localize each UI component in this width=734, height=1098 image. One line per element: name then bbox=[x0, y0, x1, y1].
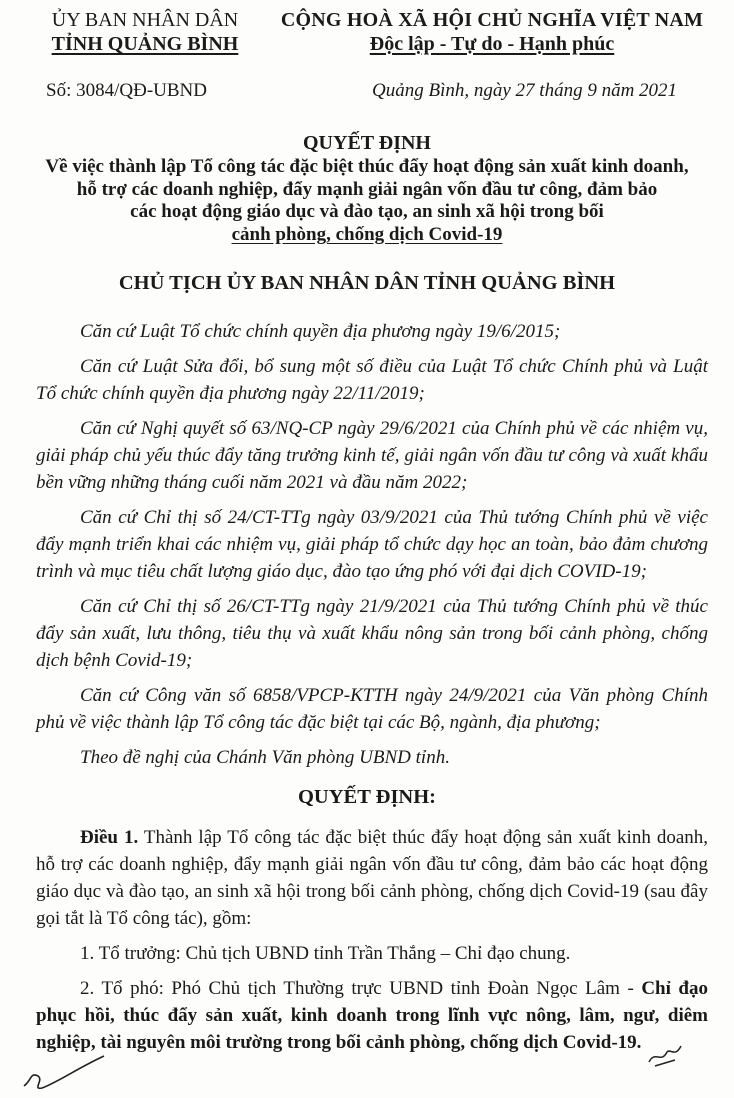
national-title bbox=[262, 8, 722, 56]
agency-line1: ỦY BAN NHÂN DÂN bbox=[51, 9, 239, 31]
basis-paragraph: Căn cứ Chỉ thị số 26/CT-TTg ngày 21/9/2021 của Thủ tướng Chính phủ về thúc đẩy sản xuất, lưu thông, tiêu thụ và xuất khẩu nông sản trong bối cảnh phòng, chống dịch bệnh Covid-19; bbox=[36, 596, 708, 671]
basis-paragraph: Theo đề nghị của Chánh Văn phòng UBND tỉnh. bbox=[80, 747, 450, 768]
basis-paragraph: Căn cứ Nghị quyết số 63/NQ-CP ngày 29/6/2021 của Chính phủ về các nhiệm vụ, giải pháp chủ yếu thúc đẩy tăng trưởng kinh tế, giải ngân vốn đầu tư công và xuất khẩu bền vững những tháng cuối năm 2021 và đầu năm 2022; bbox=[36, 418, 708, 493]
issuing-authority: CHỦ TỊCH ỦY BAN NHÂN DÂN TỈNH QUẢNG BÌNH bbox=[118, 272, 616, 294]
republic-name: CỘNG HOÀ XÃ HỘI CHỦ NGHĨA VIỆT NAM bbox=[280, 9, 704, 31]
subject-line: Về việc thành lập Tổ công tác đặc biệt thúc đẩy hoạt động sản xuất kinh doanh, bbox=[45, 156, 689, 177]
article-1-text: Thành lập Tổ công tác đặc biệt thúc đẩy hoạt động sản xuất kinh doanh, hỗ trợ các doanh nghiệp, đẩy mạnh giải ngân vốn đầu tư công, đảm bảo các hoạt động giáo dục và đào tạo, an sinh xã hội trong bối cảnh phòng, chống dịch Covid-19 (sau đây gọi tắt là Tổ công tác), gồm: bbox=[36, 827, 709, 929]
article-1-item: 1. Tổ trưởng: Chủ tịch UBND tỉnh Trần Thắng – Chỉ đạo chung. bbox=[80, 943, 571, 964]
document-number: Số: 3084/QĐ-UBND bbox=[46, 80, 207, 101]
article-1-item2-bold: Chỉ đạo phục hồi, thúc đẩy sản xuất, kinh doanh trong lĩnh vực nông, lâm, ngư, diêm nghiệp, tài nguyên môi trường trong bối cảnh phòng, chống dịch Covid-19. bbox=[36, 978, 708, 1053]
article-1 bbox=[36, 824, 708, 1064]
subject-line: hỗ trợ các doanh nghiệp, đẩy mạnh giải ngân vốn đầu tư công, đảm bảo bbox=[76, 178, 658, 200]
article-1-item2-text: 2. Tổ phó: Phó Chủ tịch Thường trực UBND tỉnh Đoàn Ngọc Lâm - bbox=[80, 978, 642, 999]
article-1-intro bbox=[36, 824, 708, 932]
subject-line bbox=[40, 224, 694, 247]
article-label: Điều 1. bbox=[80, 827, 139, 848]
basis-paragraph: Căn cứ Luật Sửa đổi, bổ sung một số điều của Luật Tổ chức Chính phủ và Luật Tổ chức chính quyền địa phương ngày 22/11/2019; bbox=[36, 356, 708, 404]
document-type: QUYẾT ĐỊNH bbox=[303, 132, 431, 154]
subject-line: các hoạt động giáo dục và đào tạo, an sinh xã hội trong bối bbox=[130, 201, 604, 222]
legal-basis bbox=[36, 318, 708, 779]
motto bbox=[262, 32, 722, 56]
issuing-agency bbox=[30, 8, 260, 56]
document-subject bbox=[40, 156, 694, 246]
basis-paragraph: Căn cứ Luật Tổ chức chính quyền địa phương ngày 19/6/2015; bbox=[80, 321, 561, 342]
place-date: Quảng Bình, ngày 27 tháng 9 năm 2021 bbox=[372, 80, 678, 101]
initial-mark-right bbox=[645, 1040, 685, 1072]
subject-line-text: cảnh phòng, chống dịch Covid-19 bbox=[231, 223, 503, 245]
article-1-item bbox=[36, 975, 708, 1056]
basis-paragraph: Căn cứ Chỉ thị số 24/CT-TTg ngày 03/9/2021 của Thủ tướng Chính phủ về việc đẩy mạnh triển khai các nhiệm vụ, giải pháp tổ chức dạy học an toàn, bảo đảm chương trình và mục tiêu chất lượng giáo dục, đào tạo ứng phó với đại dịch COVID-19; bbox=[36, 507, 708, 582]
agency-line2-text: TỈNH QUẢNG BÌNH bbox=[51, 33, 239, 55]
basis-paragraph: Căn cứ Công văn số 6858/VPCP-KTTH ngày 24/9/2021 của Văn phòng Chính phủ về việc thành lập Tổ công tác đặc biệt tại các Bộ, ngành, địa phương; bbox=[36, 685, 708, 733]
decision-heading: QUYẾT ĐỊNH: bbox=[297, 786, 436, 808]
motto-text: Độc lập - Tự do - Hạnh phúc bbox=[369, 33, 615, 55]
initial-mark-left bbox=[18, 1050, 108, 1095]
agency-line2 bbox=[30, 32, 260, 56]
